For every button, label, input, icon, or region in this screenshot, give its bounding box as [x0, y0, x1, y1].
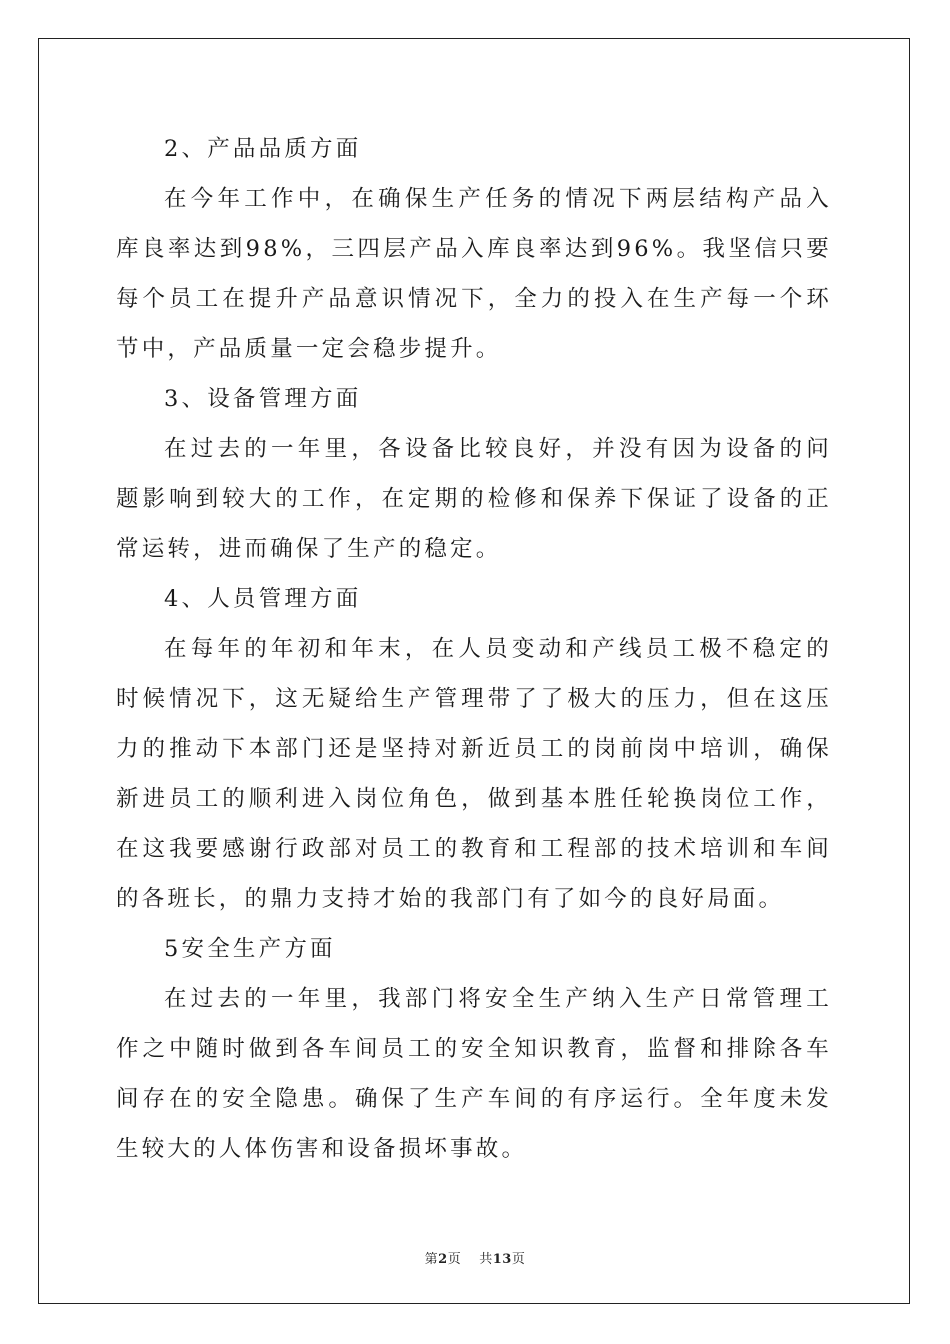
- section-heading-safety-production: 5安全生产方面: [164, 936, 336, 962]
- paragraph-product-quality: 在今年工作中，在确保生产任务的情况下两层结构产品入库良率达到98%，三四层产品入库良率达到96%。我坚信只要每个员工在提升产品意识情况下，全力的投入在生产每一个环节中，产品质量一定会稳步提升。: [116, 186, 832, 362]
- page-prefix: 第: [424, 1252, 439, 1267]
- paragraph-personnel-management: 在每年的年初和年末，在人员变动和产线员工极不稳定的时候情况下，这无疑给生产管理带了了极大的压力，但在这压力的推动下本部门还是坚持对新近员工的岗前岗中培训，确保新进员工的顺利进入岗位角色，做到基本胜任轮换岗位工作，在这我要感谢行政部对员工的教育和工程部的技术培训和车间的各班长，的鼎力支持才始的我部门有了如今的良好局面。: [116, 636, 832, 912]
- total-suffix: 页: [511, 1252, 526, 1267]
- section-heading-equipment-management: 3、设备管理方面: [164, 386, 362, 412]
- page-footer: [0, 1248, 950, 1267]
- document-body: [116, 124, 832, 1174]
- section-heading-personnel-management: 4、人员管理方面: [164, 586, 362, 612]
- page-number: 2: [438, 1252, 448, 1267]
- section-heading-product-quality: 2、产品品质方面: [164, 136, 362, 162]
- total-prefix: 共: [479, 1252, 493, 1267]
- paragraph-safety-production: 在过去的一年里，我部门将安全生产纳入生产日常管理工作之中随时做到各车间员工的安全知识教育，监督和排除各车间存在的安全隐患。确保了生产车间的有序运行。全年度未发生较大的人体伤害和设备损坏事故。: [116, 986, 832, 1162]
- total-pages: 13: [492, 1252, 512, 1267]
- page-suffix: 页: [447, 1252, 462, 1267]
- paragraph-equipment-management: 在过去的一年里，各设备比较良好，并没有因为设备的问题影响到较大的工作，在定期的检修和保养下保证了设备的正常运转，进而确保了生产的稳定。: [116, 436, 832, 562]
